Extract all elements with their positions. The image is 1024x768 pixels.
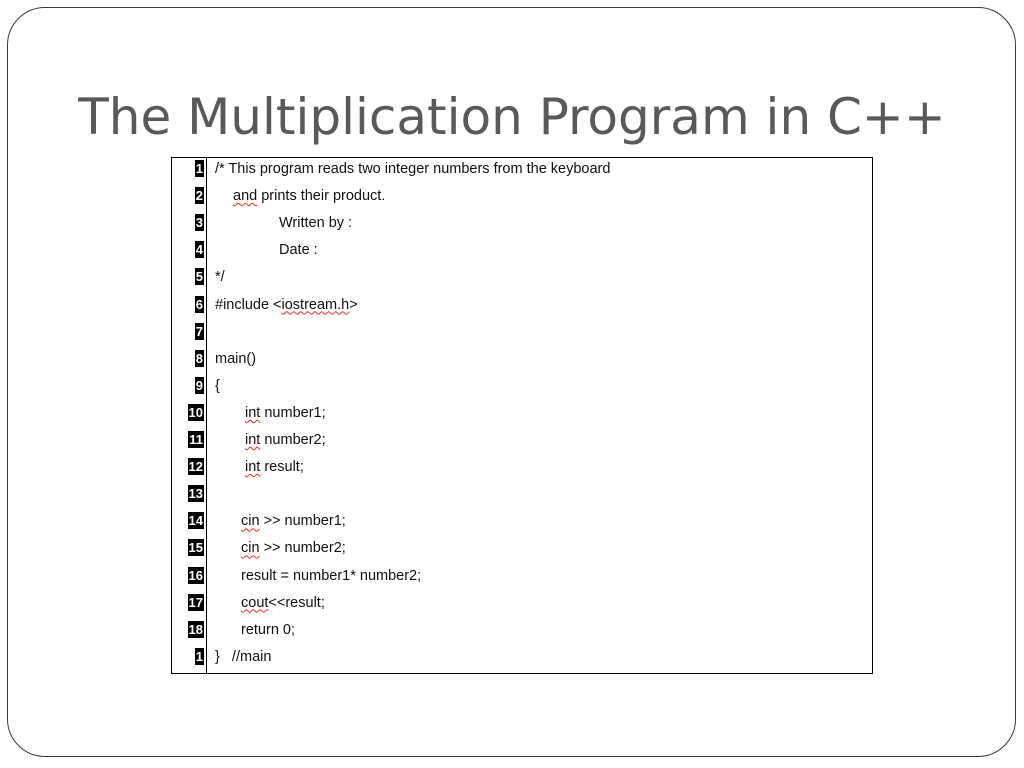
line-number: 13 bbox=[188, 486, 203, 502]
code-line bbox=[172, 511, 872, 538]
line-number: 5 bbox=[195, 269, 203, 285]
code-line bbox=[172, 430, 872, 457]
code-segment: result; bbox=[260, 459, 304, 476]
line-number: 1 bbox=[195, 161, 203, 176]
code-segment: result = number1* number2; bbox=[241, 567, 422, 584]
code-text bbox=[279, 213, 352, 233]
line-number: 3 bbox=[195, 215, 203, 231]
code-line bbox=[172, 267, 872, 294]
spellcheck-flagged-word: int bbox=[245, 432, 261, 448]
code-text bbox=[215, 647, 271, 667]
spellcheck-flagged-word: cin bbox=[241, 540, 260, 557]
code-text bbox=[245, 430, 326, 450]
code-text bbox=[233, 186, 385, 206]
line-number: 12 bbox=[188, 459, 203, 475]
line-number: 16 bbox=[188, 567, 203, 583]
code-segment: */ bbox=[215, 269, 225, 286]
line-number: 18 bbox=[188, 621, 203, 637]
code-segment: prints their product. bbox=[257, 188, 386, 205]
code-line bbox=[172, 538, 872, 565]
slide-title: The Multiplication Program in C++ bbox=[78, 88, 946, 146]
code-segment: <<result; bbox=[268, 594, 325, 611]
line-number: 8 bbox=[195, 350, 203, 366]
line-number: 1 bbox=[195, 648, 203, 664]
spellcheck-flagged-word: int bbox=[245, 459, 261, 476]
spellcheck-flagged-word: and bbox=[233, 188, 258, 205]
code-text bbox=[241, 620, 295, 640]
code-segment: #include < bbox=[215, 296, 282, 313]
code-text bbox=[245, 403, 326, 423]
code-text bbox=[215, 376, 220, 396]
code-line bbox=[172, 484, 872, 511]
code-text bbox=[245, 457, 304, 477]
code-text bbox=[241, 593, 325, 613]
code-text bbox=[279, 240, 318, 260]
spellcheck-flagged-word: cin bbox=[241, 513, 260, 530]
code-segment: main() bbox=[215, 350, 257, 367]
code-segment: } //main bbox=[215, 648, 272, 665]
code-segment: number2; bbox=[260, 432, 326, 448]
spellcheck-flagged-word: int bbox=[245, 404, 261, 421]
spellcheck-flagged-word: iostream.h bbox=[281, 296, 350, 313]
code-segment: Written by : bbox=[279, 215, 353, 232]
line-number: 10 bbox=[188, 404, 203, 420]
code-line bbox=[172, 213, 872, 240]
line-number: 6 bbox=[195, 296, 203, 312]
code-segment: >> number1; bbox=[259, 513, 346, 530]
line-number: 11 bbox=[189, 432, 203, 447]
code-text bbox=[215, 267, 225, 287]
line-number: 15 bbox=[188, 540, 203, 556]
code-text bbox=[241, 511, 346, 531]
code-text bbox=[241, 566, 421, 586]
line-number: 7 bbox=[195, 323, 203, 339]
line-number: 2 bbox=[195, 188, 203, 204]
code-line bbox=[172, 593, 872, 620]
code-line bbox=[172, 566, 872, 593]
code-text bbox=[241, 538, 346, 558]
line-number: 14 bbox=[188, 513, 203, 529]
code-text bbox=[215, 349, 256, 369]
code-listing bbox=[171, 157, 873, 674]
code-segment: /* This program reads two integer numbers from the keyboard bbox=[215, 161, 611, 177]
code-line bbox=[172, 240, 872, 267]
line-number: 4 bbox=[195, 242, 203, 258]
code-text bbox=[215, 159, 610, 179]
spellcheck-flagged-word: cout bbox=[241, 594, 269, 611]
code-line bbox=[172, 349, 872, 376]
code-segment: { bbox=[215, 377, 220, 394]
code-line bbox=[172, 457, 872, 484]
line-number: 17 bbox=[188, 594, 203, 610]
code-text bbox=[215, 295, 358, 315]
code-line bbox=[172, 403, 872, 430]
code-line bbox=[172, 295, 872, 322]
code-line bbox=[172, 322, 872, 349]
code-segment: return 0; bbox=[241, 621, 295, 638]
code-segment: Date : bbox=[279, 242, 318, 259]
code-line bbox=[172, 376, 872, 403]
code-line bbox=[172, 620, 872, 647]
line-number: 9 bbox=[195, 377, 203, 393]
code-line bbox=[172, 159, 872, 186]
code-line bbox=[172, 186, 872, 213]
code-line bbox=[172, 647, 872, 674]
code-segment: >> number2; bbox=[259, 540, 346, 557]
code-segment: > bbox=[349, 296, 358, 313]
code-segment: number1; bbox=[260, 404, 326, 421]
